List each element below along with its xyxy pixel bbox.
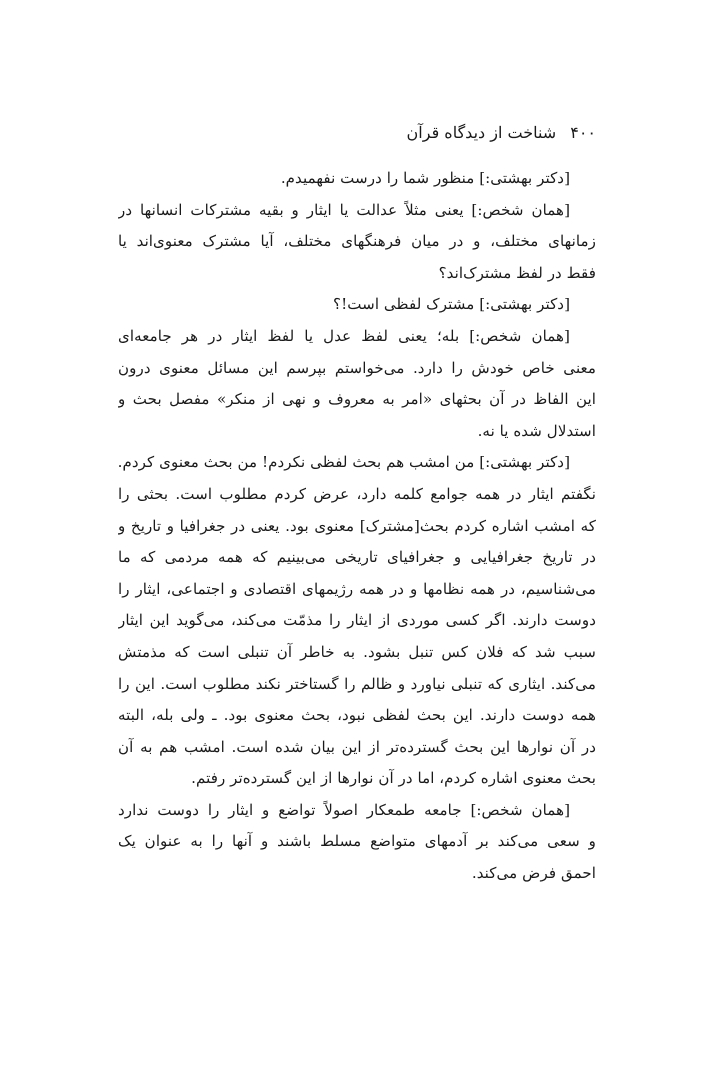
text-line: و سعی می‌کند بر آدمهای متواضع مسلط باشند و آنها را به عنوان یک <box>118 832 596 851</box>
text-line: می‌کند. ایثاری که تنبلی نیاورد و ظالم را گستاختر نکند مطلوب است. این را <box>118 674 596 693</box>
text-line: که امشب اشاره کردم بحث[مشترک] معنوی بود. یعنی در جغرافیا و تاریخ و <box>118 516 596 535</box>
text-line: در آن نوارها این بحث گسترده‌تر از این بیان شده است. امشب هم به آن <box>118 737 596 756</box>
text-line: [همان شخص:] جامعه طمعکار اصولاً تواضع و ایثار را دوست ندارد <box>118 800 570 819</box>
text-line: [همان شخص:] بله؛ یعنی لفظ عدل یا لفظ ایثار در هر جامعه‌ای <box>118 326 570 345</box>
text-line: احمق فرض می‌کند. <box>471 864 596 883</box>
text-line: بحث معنوی اشاره کردم، اما در آن نوارها از این گسترده‌تر رفتم. <box>191 769 596 788</box>
text-line: فقط در لفظ مشترک‌اند؟ <box>438 263 596 282</box>
text-line: استدلال شده یا نه. <box>477 421 596 440</box>
body-text <box>118 163 596 890</box>
book-title: شناخت از دیدگاه قرآن <box>406 123 557 142</box>
text-line: دوست دارند. اگر کسی موردی از ایثار را مذمّت می‌کند، می‌گوید این ایثار <box>118 611 596 630</box>
text-line: زمانهای مختلف، و در میان فرهنگهای مختلف، آیا مشترک معنوی‌اند یا <box>118 232 596 251</box>
text-line: [همان شخص:] یعنی مثلاً عدالت یا ایثار و بقیه مشترکات انسانها در <box>118 200 570 219</box>
text-line: در تاریخ جغرافیایی و جغرافیای تاریخی می‌بینیم که همه مردمی که ما <box>118 548 596 567</box>
text-line: [دکتر بهشتی:] من امشب هم بحث لفظی نکردم! من بحث معنوی کردم. <box>118 453 570 472</box>
text-line: این الفاظ در آن بحثهای «امر به معروف و نهی از منکر» مفصل بحث و <box>118 390 596 409</box>
page-number: ۴۰۰ <box>570 123 596 142</box>
text-line: سبب شد که فلان کس تنبل بشود. به خاطر آن تنبلی است که مذمتش <box>118 642 596 661</box>
text-line: [دکتر بهشتی:] منظور شما را درست نفهمیدم. <box>280 169 570 187</box>
text-line: [دکتر بهشتی:] مشترک لفظی است!؟ <box>333 295 570 314</box>
running-header <box>118 118 596 148</box>
text-line: نگفتم ایثار در همه جوامع کلمه دارد، عرض کردم مطلوب است. بحثی را <box>118 484 596 503</box>
text-line: معنی خاص خودش را دارد. می‌خواستم بپرسم این مسائل معنوی درون <box>118 358 596 377</box>
text-line: همه دوست دارند. این بحث لفظی نبود، بحث معنوی بود. ـ ولی بله، البته <box>118 706 596 725</box>
text-line: می‌شناسیم، در همه نظامها و در همه رژیمهای اقتصادی و اجتماعی، ایثار را <box>118 579 596 598</box>
